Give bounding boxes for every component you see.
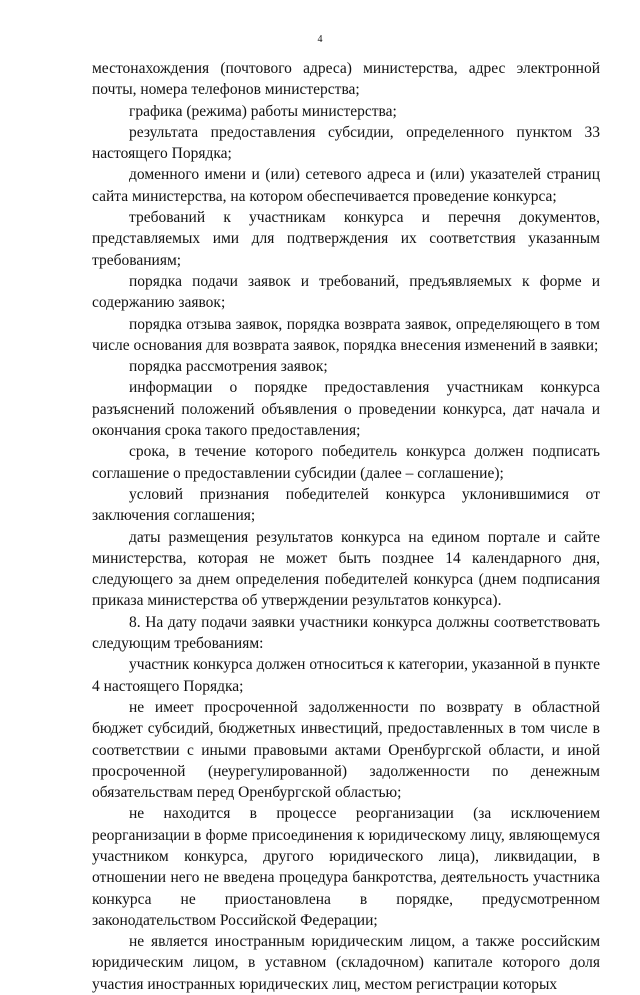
list-item: графика (режима) работы министерства; — [129, 102, 397, 120]
requirement-item: не находится в процессе реорганизации (за исключением реорганизации в форме присоединения к юридическому лицу, являющемуся участником конкурса, другого юридического лица), ликвидации, в отношении него не введена процедура банкротства, деятельность участника конкурса не приостановлена в порядке, предусмотренном законодательством Российской Федерации; — [92, 805, 600, 929]
list-item: даты размещения результатов конкурса на едином портале и сайте министерства, которая не может быть позднее 14 календарного дня, следующего за днем определения победителей конкурса (днем подписания приказа министерства об утверждении результатов конкурса). — [92, 528, 600, 610]
list-item-continuation: местонахождения (почтового адреса) министерства, адрес электронной почты, номера телефонов министерства; — [92, 60, 600, 99]
list-item: порядка рассмотрения заявок; — [129, 358, 328, 376]
section-paragraph: 8. На дату подачи заявки участники конкурса должны соответствовать следующим требованиям: — [92, 613, 600, 653]
list-item: доменного имени и (или) сетевого адреса и (или) указателей страниц сайта министерства, на котором обеспечивается проведение конкурса; — [92, 166, 600, 205]
requirement-item: не имеет просроченной задолженности по возврату в областной бюджет субсидий, бюджетных инвестиций, предоставленных в том числе в соответствии с иными правовыми актами Оренбургской области, и иной просроченной (неурегулированной) задолженности по денежным обязательствам перед Оренбургской областью; — [92, 698, 600, 802]
requirement-item: участник конкурса должен относиться к категории, указанной в пункте 4 настоящего Порядка; — [92, 656, 600, 695]
list-item: условий признания победителей конкурса уклонившимися от заключения соглашения; — [92, 485, 600, 525]
list-item: информации о порядке предоставления участникам конкурса разъяснений положений объявления о проведении конкурса, дат начала и окончания срока такого предоставления; — [92, 379, 600, 440]
list-item: срока, в течение которого победитель конкурса должен подписать соглашение о предоставлении субсидии (далее – соглашение); — [92, 443, 600, 482]
list-item: результата предоставления субсидии, определенного пунктом 33 настоящего Порядка; — [92, 123, 600, 163]
list-item: порядка подачи заявок и требований, предъявляемых к форме и содержанию заявок; — [92, 272, 600, 312]
list-item: требований к участникам конкурса и перечня документов, представляемых ими для подтверждения их соответствия указанным требованиям; — [92, 209, 600, 269]
list-item: порядка отзыва заявок, порядка возврата заявок, определяющего в том числе основания для возврата заявок, порядка внесения изменений в заявки; — [92, 315, 600, 354]
page-number: 4 — [317, 34, 323, 45]
requirement-item: не является иностранным юридическим лицом, а также российским юридическим лицом, в уставном (складочном) капитале которого доля участия иностранных юридических лиц, местом регистрации которых — [92, 933, 600, 993]
